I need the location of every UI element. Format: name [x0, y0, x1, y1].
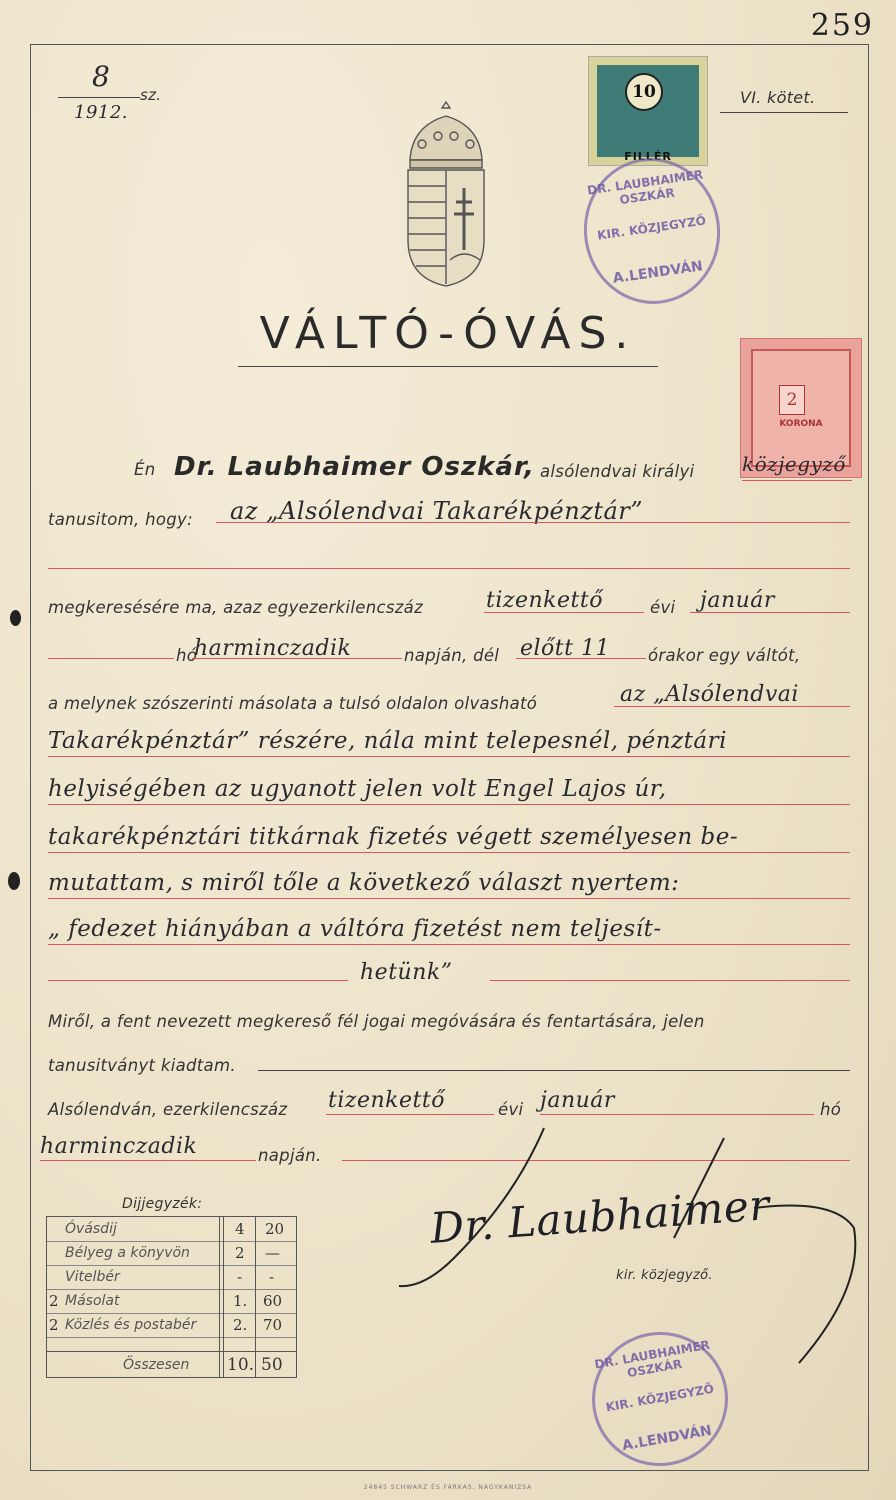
- requester-name: az „Alsólendvai Takarékpénztár”: [230, 497, 644, 525]
- signature: Dr. Laubhaimer: [428, 1180, 772, 1253]
- hand-line-4: takarékpénztári titkárnak fizetés végett személyesen be-: [48, 824, 739, 850]
- time-handwritten: előtt 11: [520, 636, 610, 661]
- text-tanusitom: tanusitom, hogy:: [48, 510, 193, 529]
- fee-total-korona: 10.: [227, 1355, 255, 1375]
- register-number: 8: [92, 60, 111, 93]
- signature-flourish-icon: [394, 1118, 864, 1368]
- text-request-phrase: megkeresésére ma, azaz egyezerkilencszáz: [48, 598, 424, 617]
- fee-row-korona: 4: [235, 1220, 245, 1238]
- fee-row-korona: 2.: [233, 1316, 248, 1334]
- notary-seal-top: DR. LAUBHAIMER OSZKÁR KIR. KÖZJEGYZŐ A.LENDVÁN: [575, 149, 730, 313]
- coat-of-arms-icon: [398, 100, 494, 290]
- document-title: VÁLTÓ-ÓVÁS.: [259, 308, 637, 359]
- volume-label: VI. kötet.: [740, 88, 816, 107]
- month-2: január: [540, 1088, 615, 1113]
- fee-row-prefix: 2: [49, 1292, 59, 1310]
- issuer-name: Dr. Laubhaimer Oszkár,: [174, 452, 535, 482]
- text-en: Én: [134, 460, 156, 479]
- page-number: 259: [810, 8, 874, 43]
- fee-row-label: Óvásdij: [65, 1221, 117, 1237]
- hand-line-5: mutattam, s miről tőle a következő választ nyertem:: [48, 870, 680, 896]
- day-word: harminczadik: [194, 636, 352, 661]
- fee-row-korona: -: [237, 1268, 243, 1286]
- text-alsolendvan: Alsólendván, ezerkilencszáz: [48, 1100, 288, 1119]
- hand-line-2: Takarékpénztár” részére, nála mint telepesnél, pénztári: [48, 728, 727, 754]
- fee-total-label: Összesen: [123, 1357, 190, 1373]
- text-napjan-del: napján, dél: [404, 646, 500, 665]
- text-napjan: napján.: [258, 1146, 322, 1165]
- revenue-stamp-2-korona: 2 KORONA: [740, 338, 862, 478]
- month: január: [700, 588, 775, 613]
- text-copy-phrase: a melynek szószerinti másolata a tulsó oldalon olvasható: [48, 694, 538, 713]
- fees-title: Dijjegyzék:: [122, 1196, 203, 1212]
- signer-role: kir. közjegyző.: [616, 1268, 713, 1283]
- fee-row-filler: -: [269, 1268, 275, 1286]
- fee-table: [46, 1216, 297, 1378]
- text-ho-2: hó: [820, 1100, 842, 1119]
- fee-row-filler: 20: [265, 1220, 285, 1238]
- issuer-role: alsólendvai királyi: [540, 462, 695, 481]
- register-year: 1912.: [74, 102, 129, 123]
- year-word: tizenkettő: [486, 588, 603, 613]
- text-orakor: órakor egy váltót,: [648, 646, 801, 665]
- register-number-suffix: sz.: [140, 86, 162, 104]
- text-kiadtam: tanusitványt kiadtam.: [48, 1056, 236, 1075]
- day-word-2: harminczadik: [40, 1134, 198, 1159]
- text-ho: hó: [176, 646, 198, 665]
- binding-hole: [8, 872, 20, 890]
- fee-row-filler: 70: [263, 1316, 283, 1334]
- text-mirol: Miről, a fent nevezett megkereső fél jogai megóvására és fentartására, jelen: [48, 1012, 705, 1031]
- text-evi: évi: [650, 598, 676, 617]
- fee-row-label: Másolat: [65, 1293, 120, 1309]
- fee-row-label: Bélyeg a könyvön: [65, 1245, 190, 1261]
- notary-seal-bottom: DR. LAUBHAIMER OSZKÁR KIR. KÖZJEGYZŐ A.LENDVÁN: [581, 1321, 738, 1477]
- binding-hole: [10, 610, 21, 626]
- hand-line-1: az „Alsólendvai: [620, 682, 799, 707]
- hand-line-3: helyiségében az ugyanott jelen volt Engel Lajos úr,: [48, 776, 667, 802]
- fee-row-label: Közlés és postabér: [65, 1317, 197, 1333]
- printer-imprint: 24845 SCHWARZ ÉS FARKAS, NAGYKANIZSA: [363, 1484, 533, 1491]
- fee-row-prefix: 2: [49, 1316, 59, 1334]
- year-word-2: tizenkettő: [328, 1088, 445, 1113]
- hand-line-6: „ fedezet hiányában a váltóra fizetést nem teljesít-: [48, 916, 662, 942]
- fee-row-korona: 2: [235, 1244, 245, 1262]
- fee-row-filler: 60: [263, 1292, 283, 1310]
- hand-line-7: hetünk”: [360, 960, 453, 985]
- fee-row-label: Vitelbér: [65, 1269, 120, 1285]
- fee-row-korona: 1.: [233, 1292, 248, 1310]
- role-handwritten: közjegyző: [742, 452, 846, 476]
- revenue-stamp-10-filler: 10 FILLÉR: [588, 56, 708, 166]
- text-evi-2: évi: [498, 1100, 524, 1119]
- fee-total-filler: 50: [261, 1355, 283, 1375]
- fee-row-filler: —: [265, 1244, 280, 1262]
